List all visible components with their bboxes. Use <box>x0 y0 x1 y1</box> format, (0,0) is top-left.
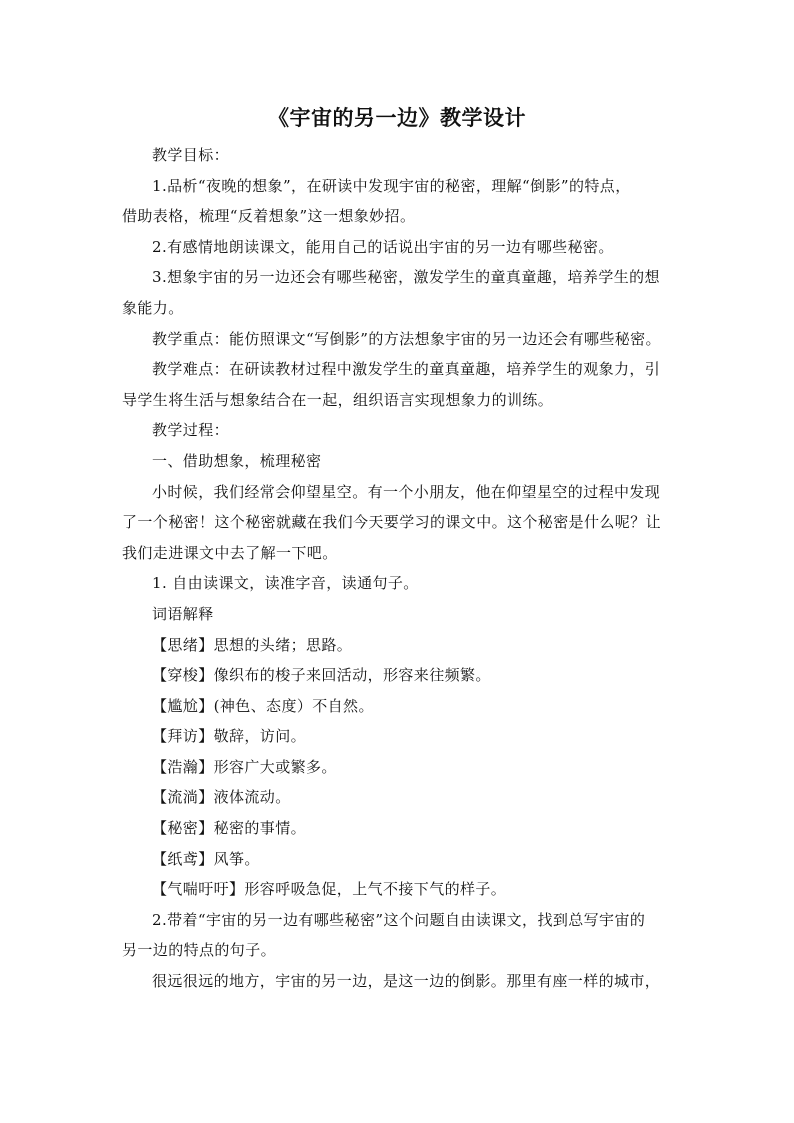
text-line: 导学生将生活与想象结合在一起，组织语言实现想象力的训练。 <box>122 390 554 409</box>
text-line: 教学过程： <box>152 421 230 440</box>
text-line: 另一边的特点的句子。 <box>122 941 277 960</box>
text-line: 借助表格，梳理“反着想象”这一想象妙招。 <box>122 207 416 226</box>
text-line: 【浩瀚】形容广大或繁多。 <box>152 757 337 776</box>
text-line: 【秘密】秘密的事情。 <box>152 819 307 838</box>
text-line: 3.想象宇宙的另一边还会有哪些秘密，激发学生的童真童趣，培养学生的想 <box>152 268 660 287</box>
text-line: 象能力。 <box>122 298 184 317</box>
text-line: 1. 自由读课文，读准字音，读通句子。 <box>152 574 419 593</box>
text-line: 2.有感情地朗读课文，能用自己的话说出宇宙的另一边有哪些秘密。 <box>152 237 614 256</box>
text-line: 【穿梭】像织布的梭子来回活动，形容来往频繁。 <box>152 666 491 685</box>
document-title: 《宇宙的另一边》教学设计 <box>268 106 526 130</box>
text-line: 【纸鸢】风筝。 <box>152 849 260 868</box>
text-line: 【思绪】思想的头绪；思路。 <box>152 635 353 654</box>
text-line: 一、借助想象，梳理秘密 <box>152 451 322 470</box>
text-line: 【拜访】敬辞，访问。 <box>152 727 307 746</box>
text-line: 【尴尬】(神色、态度）不自然。 <box>152 696 374 715</box>
text-line: 教学难点：在研读教材过程中激发学生的童真童趣，培养学生的观象力，引 <box>152 360 661 379</box>
text-line: 词语解释 <box>152 604 214 623</box>
text-line: 了一个秘密！这个秘密就藏在我们今天要学习的课文中。这个秘密是什么呢？让 <box>122 513 662 532</box>
text-line: 2.带着“宇宙的另一边有哪些秘密”这个问题自由读课文，找到总写宇宙的 <box>152 910 646 929</box>
text-line: 我们走进课文中去了解一下吧。 <box>122 543 338 562</box>
text-line: 【气喘吁吁】形容呼吸急促，上气不接下气的样子。 <box>152 880 507 899</box>
text-line: 1.品析“夜晚的想象”，在研读中发现宇宙的秘密，理解“倒影”的特点， <box>152 176 631 195</box>
text-line: 小时候，我们经常会仰望星空。有一个小朋友，他在仰望星空的过程中发现 <box>152 482 661 501</box>
document-body <box>122 140 675 997</box>
text-line: 教学目标： <box>152 146 230 164</box>
text-line: 教学重点：能仿照课文“写倒影”的方法想象宇宙的另一边还会有哪些秘密。 <box>152 329 661 348</box>
text-line: 很远很远的地方，宇宙的另一边，是这一边的倒影。那里有座一样的城市， <box>152 972 661 991</box>
text-line: 【流淌】液体流动。 <box>152 788 291 807</box>
